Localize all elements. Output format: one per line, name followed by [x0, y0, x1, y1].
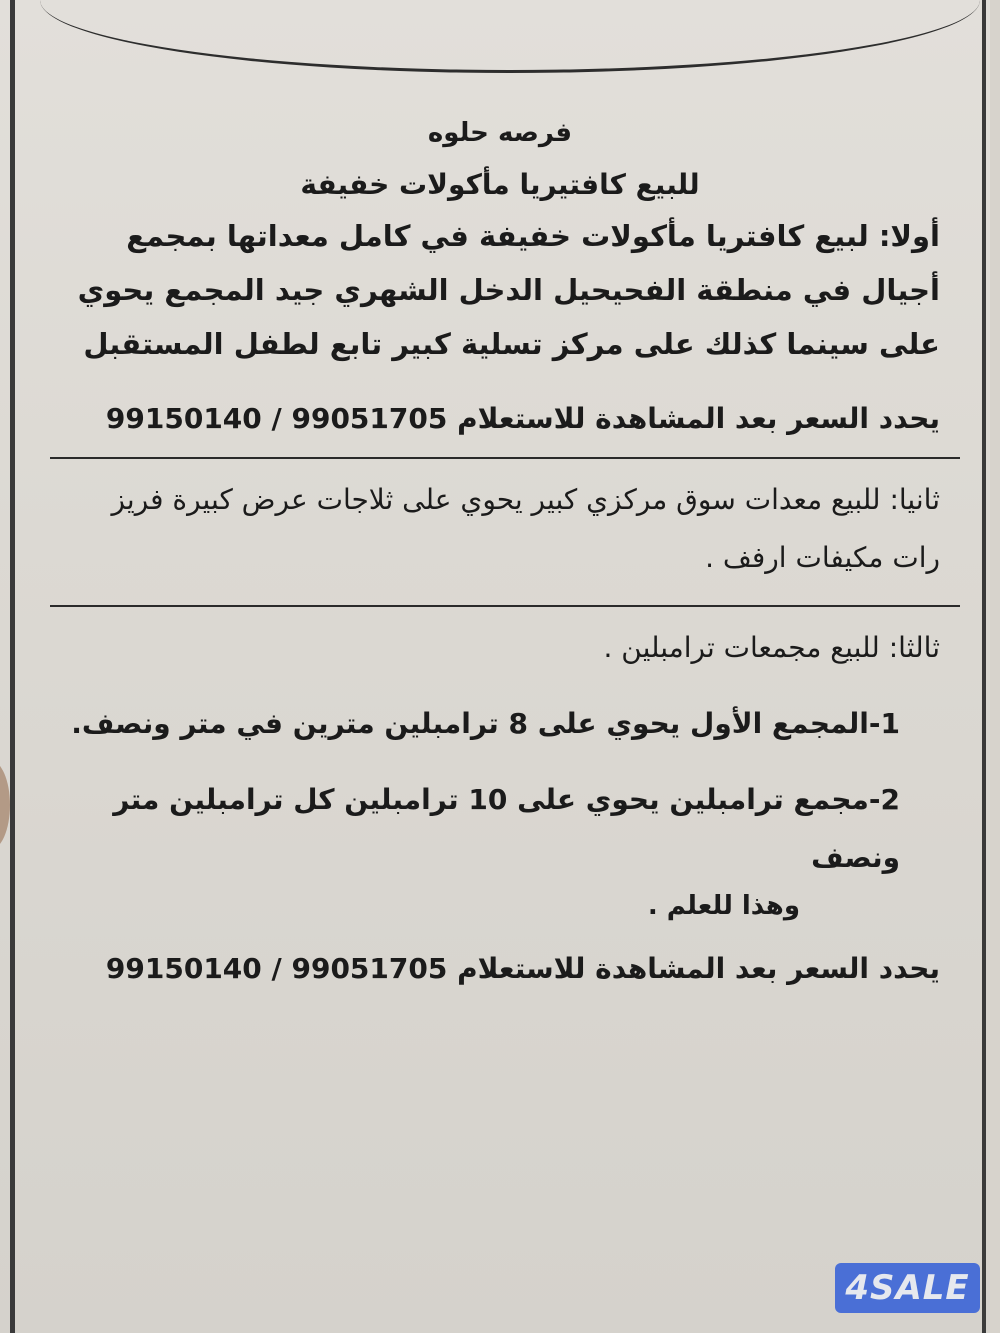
document-title: فرصه حلوه [427, 118, 573, 148]
4sale-watermark-logo [835, 1263, 980, 1313]
divider [50, 457, 960, 459]
paper-top-edge [40, 0, 980, 73]
section-3-contact [60, 949, 940, 989]
list-item: 1-المجمع الأول يحوي على 8 ترامبلين مترين في متر ونصف. [71, 707, 900, 740]
divider [50, 605, 960, 607]
contact-prefix: يحدد السعر بعد المشاهدة للاستعلام [457, 952, 940, 985]
section-1-text: أولا: لبيع كافتريا مأكولات خفيفة في كامل معداتها بمجمع أجيال في منطقة الفحيحيل الدخل الشهري جيد المجمع يحوي على سينما كذلك على مركز تسلية كبير تابع لطفل المستقبل [77, 219, 940, 361]
section-1-contact [60, 399, 940, 439]
list-item: 2-مجمع ترامبلين يحوي على 10 ترامبلين كل ترامبلين متر ونصف [113, 783, 900, 874]
phone-numbers: 99150140 / 99051705 [105, 952, 448, 985]
frame-edge-right [982, 0, 986, 1333]
contact-prefix: يحدد السعر بعد المشاهدة للاستعلام [457, 402, 940, 435]
phone-numbers: 99150140 / 99051705 [105, 402, 448, 435]
watermark-label: 4SALE [845, 1268, 970, 1308]
section-3-note: وهذا للعلم . [647, 891, 800, 921]
document-content [60, 100, 940, 989]
document-subtitle: للبيع كافتيريا مأكولات خفيفة [300, 168, 700, 201]
section-3-heading: ثالثا: للبيع مجمعات ترامبلين . [603, 631, 940, 664]
frame-edge-left [10, 0, 15, 1333]
section-2-text: ثانيا: للبيع معدات سوق مركزي كبير يحوي على ثلاجات عرض كبيرة فريز رات مكيفات ارفف . [111, 483, 940, 574]
